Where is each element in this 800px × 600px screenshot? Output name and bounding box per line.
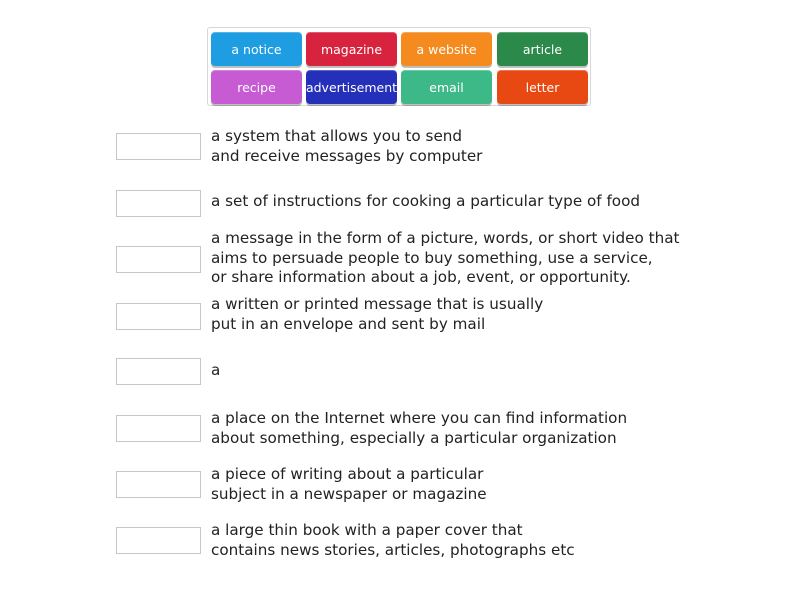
- tile-magazine[interactable]: magazine: [306, 32, 397, 66]
- answer-drop-box[interactable]: [116, 190, 201, 217]
- answer-drop-box[interactable]: [116, 133, 201, 160]
- definition-text: a system that allows you to send and receive messages by computer: [211, 127, 483, 165]
- definition-text: a piece of writing about a particular subject in a newspaper or magazine: [211, 465, 487, 503]
- tile-email[interactable]: email: [401, 70, 492, 104]
- definition-row: [116, 295, 756, 338]
- answer-drop-box[interactable]: [116, 415, 201, 442]
- answer-drop-box[interactable]: [116, 303, 201, 330]
- word-bank: [207, 27, 591, 106]
- definition-row: [116, 523, 756, 563]
- definition-row: [116, 356, 756, 386]
- tile-recipe[interactable]: recipe: [211, 70, 302, 104]
- definition-row: [116, 229, 756, 290]
- tile-letter[interactable]: letter: [497, 70, 588, 104]
- definition-text: a place on the Internet where you can find information about something, especially a particular organization: [211, 409, 628, 447]
- definition-text: a set of instructions for cooking a particular type of food: [211, 192, 641, 210]
- answer-drop-box[interactable]: [116, 246, 201, 273]
- tile-advertisement[interactable]: advertisement: [306, 70, 397, 104]
- definition-text: a written or printed message that is usually put in an envelope and sent by mail: [211, 295, 544, 333]
- definition-row: [116, 410, 756, 450]
- answer-drop-box[interactable]: [116, 358, 201, 385]
- tile-a-website[interactable]: a website: [401, 32, 492, 66]
- answer-drop-box[interactable]: [116, 471, 201, 498]
- definition-row: [116, 466, 756, 506]
- definition-text: a large thin book with a paper cover that contains news stories, articles, photographs etc: [211, 521, 575, 559]
- tile-a-notice[interactable]: a notice: [211, 32, 302, 66]
- tile-article[interactable]: article: [497, 32, 588, 66]
- definition-row: [116, 189, 756, 219]
- answer-drop-box[interactable]: [116, 527, 201, 554]
- definition-text: a message in the form of a picture, words, or short video that aims to persuade people to buy something, use a service, or share information about a job, event, or opportunity.: [211, 229, 680, 286]
- definition-row: [116, 128, 756, 168]
- definition-text: a: [211, 361, 221, 379]
